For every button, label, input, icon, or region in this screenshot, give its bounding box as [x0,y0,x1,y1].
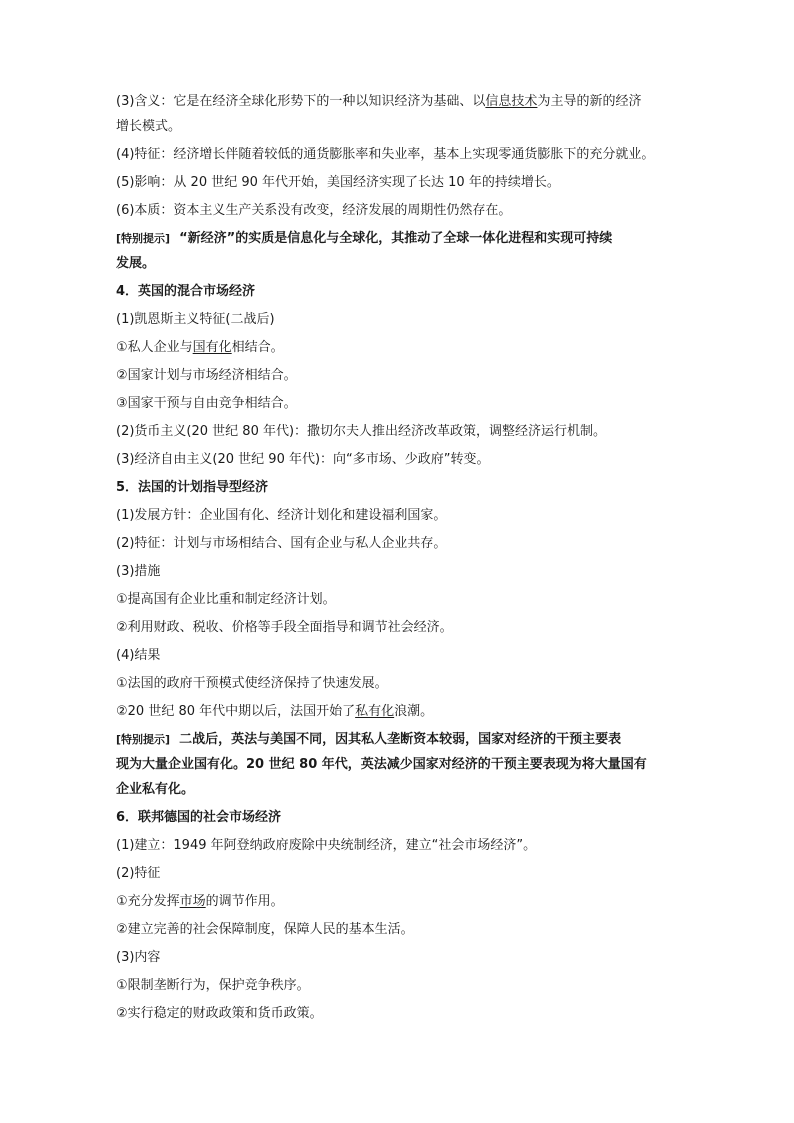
list-item: ②国家计划与市场经济相结合。 [116,368,297,383]
underlined-term: 信息技术 [485,94,538,109]
paragraph-measures: (3)措施 [116,564,161,579]
paragraph-policy: (1)发展方针：企业国有化、经济计划化和建设福利国家。 [116,508,447,523]
section-heading-6: 6．联邦德国的社会市场经济 [116,810,282,825]
paragraph-results: (4)结果 [116,648,161,663]
list-item: ①法国的政府干预模式使经济保持了快速发展。 [116,676,388,691]
special-tip-1-cont: 发展。 [116,256,156,271]
special-tip-2-cont2: 企业私有化。 [116,782,195,797]
paragraph-essence: (6)本质：资本主义生产关系没有改变，经济发展的周期性仍然存在。 [116,203,512,218]
special-tip-2-cont: 现为大量企业国有化。20 世纪 80 年代，英法减少国家对经济的干预主要表现为将大量国有 [116,757,647,772]
list-item: ②20 世纪 80 年代中期以后，法国开始了私有化浪潮。 [116,704,434,719]
document-page [116,88,716,1028]
underlined-term: 国有化 [192,340,232,355]
special-tip-1: [特别提示] “新经济”的实质是信息化与全球化，其推动了全球一体化进程和实现可持续 [116,231,613,246]
underlined-term: 市场 [179,894,206,909]
paragraph-meaning-cont: 增长模式。 [116,119,182,134]
tip-label: [特别提示] [116,733,171,746]
paragraph-keynes: (1)凯恩斯主义特征(二战后) [116,312,275,327]
list-item: ②建立完善的社会保障制度，保障人民的基本生活。 [116,922,414,937]
special-tip-2: [特别提示] 二战后，英法与美国不同，因其私人垄断资本较弱，国家对经济的干预主要表 [116,732,622,747]
list-item: ①充分发挥市场的调节作用。 [116,894,284,909]
tip-label: [特别提示] [116,232,171,245]
underlined-term: 私有化 [355,704,395,719]
paragraph-meaning: (3)含义：它是在经济全球化形势下的一种以知识经济为基础、以信息技术为主导的新的经济 [116,94,642,109]
section-heading-4: 4．英国的混合市场经济 [116,284,256,299]
paragraph-founding: (1)建立：1949 年阿登纳政府废除中央统制经济，建立“社会市场经济”。 [116,838,537,853]
paragraph-impact: (5)影响：从 20 世纪 90 年代开始，美国经济实现了长达 10 年的持续增长。 [116,175,560,190]
section-heading-5: 5．法国的计划指导型经济 [116,480,269,495]
list-item: ①私人企业与国有化相结合。 [116,340,284,355]
list-item: ③国家干预与自由竞争相结合。 [116,396,297,411]
paragraph-feature: (4)特征：经济增长伴随着较低的通货膨胀率和失业率，基本上实现零通货膨胀下的充分就业。 [116,147,655,162]
paragraph-monetarism: (2)货币主义(20 世纪 80 年代)：撒切尔夫人推出经济改革政策，调整经济运行机制。 [116,424,607,439]
list-item: ②利用财政、税收、价格等手段全面指导和调节社会经济。 [116,620,453,635]
paragraph-feature-fr: (2)特征：计划与市场相结合、国有企业与私人企业共存。 [116,536,447,551]
paragraph-feature-de: (2)特征 [116,866,161,881]
list-item: ②实行稳定的财政政策和货币政策。 [116,1006,323,1021]
paragraph-content: (3)内容 [116,950,161,965]
list-item: ①提高国有企业比重和制定经济计划。 [116,592,336,607]
paragraph-liberalism: (3)经济自由主义(20 世纪 90 年代)：向“多市场、少政府”转变。 [116,452,490,467]
list-item: ①限制垄断行为，保护竞争秩序。 [116,978,310,993]
